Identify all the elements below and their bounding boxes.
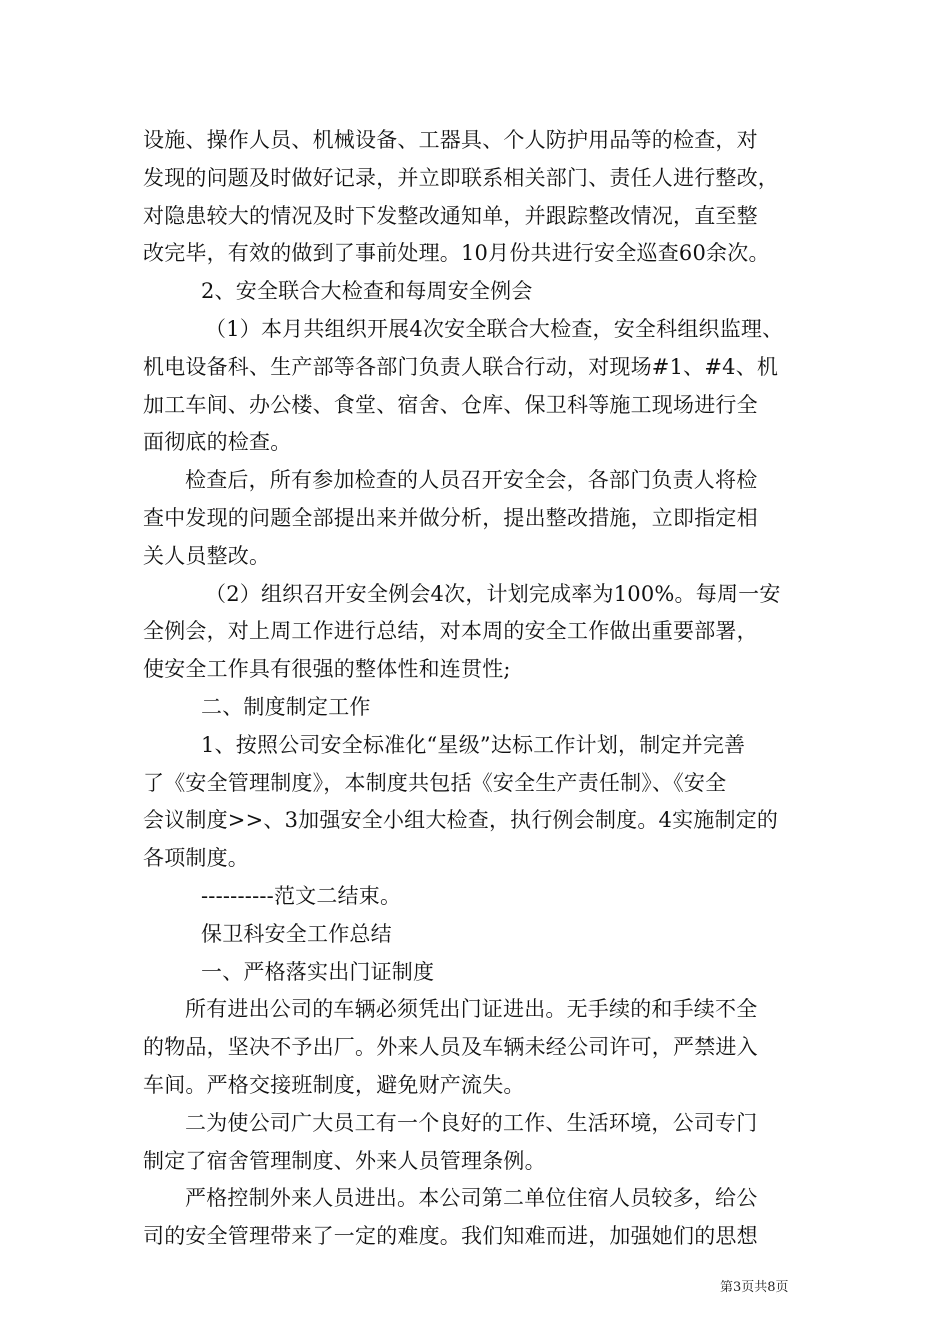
section-heading: 二、制度制定工作 <box>201 694 371 719</box>
text-line: 使安全工作具有很强的整体性和连贯性; <box>143 657 511 682</box>
text-line: （2）组织召开安全例会4次，计划完成率为100%。每周一安 <box>205 581 781 606</box>
text-line: 设施、操作人员、机械设备、工器具、个人防护用品等的检查，对 <box>143 128 758 152</box>
section-heading: 2、安全联合大检查和每周安全例会 <box>201 279 533 304</box>
text-line: （1）本月共组织开展4次安全联合大检查，安全科组织监理、 <box>205 316 784 341</box>
section-heading: 一、严格落实出门证制度 <box>201 959 435 984</box>
text-line: 各项制度。 <box>143 846 249 871</box>
text-line: 加工车间、办公楼、食堂、宿舍、仓库、保卫科等施工现场进行全 <box>143 392 758 417</box>
text-line: 严格控制外来人员进出。本公司第二单位住宿人员较多，给公 <box>185 1186 758 1211</box>
text-line: 车间。严格交接班制度，避免财产流失。 <box>143 1072 525 1097</box>
text-line: 会议制度>>、3加强安全小组大检查，执行例会制度。4实施制定的 <box>143 808 779 833</box>
text-line: 发现的问题及时做好记录，并立即联系相关部门、责任人进行整改， <box>143 165 779 190</box>
text-line: 的物品，坚决不予出厂。外来人员及车辆未经公司许可，严禁进入 <box>143 1035 758 1060</box>
separator-line: ----------范文二结束。 <box>201 883 402 908</box>
text-line: 了《安全管理制度》，本制度共包括《安全生产责任制》、《安全 <box>143 770 727 795</box>
text-line: 所有进出公司的车辆必须凭出门证进出。无手续的和手续不全 <box>185 997 758 1022</box>
text-line: 关人员整改。 <box>143 543 271 568</box>
text-line: 制定了宿舍管理制度、外来人员管理条例。 <box>143 1148 546 1173</box>
text-line: 面彻底的检查。 <box>143 430 292 455</box>
text-line: 查中发现的问题全部提出来并做分析，提出整改措施，立即指定相 <box>143 505 758 530</box>
text-line: 全例会，对上周工作进行总结，对本周的安全工作做出重要部署， <box>143 619 758 644</box>
page-number: 第3页共8页 <box>720 1280 789 1295</box>
text-line: 检查后，所有参加检查的人员召开安全会，各部门负责人将检 <box>185 468 758 493</box>
text-line: 对隐患较大的情况及时下发整改通知单，并跟踪整改情况，直至整 <box>143 203 758 228</box>
text-line: 1、按照公司安全标准化“星级”达标工作计划，制定并完善 <box>201 732 746 757</box>
section-title: 保卫科安全工作总结 <box>201 921 392 946</box>
text-line: 司的安全管理带来了一定的难度。我们知难而进，加强她们的思想 <box>143 1224 758 1249</box>
document-body <box>143 122 809 1256</box>
text-line: 二为使公司广大员工有一个良好的工作、生活环境，公司专门 <box>185 1110 758 1135</box>
text-line: 改完毕，有效的做到了事前处理。10月份共进行安全巡查60余次。 <box>143 241 770 266</box>
text-line: 机电设备科、生产部等各部门负责人联合行动，对现场#1、#4、机 <box>143 354 779 379</box>
